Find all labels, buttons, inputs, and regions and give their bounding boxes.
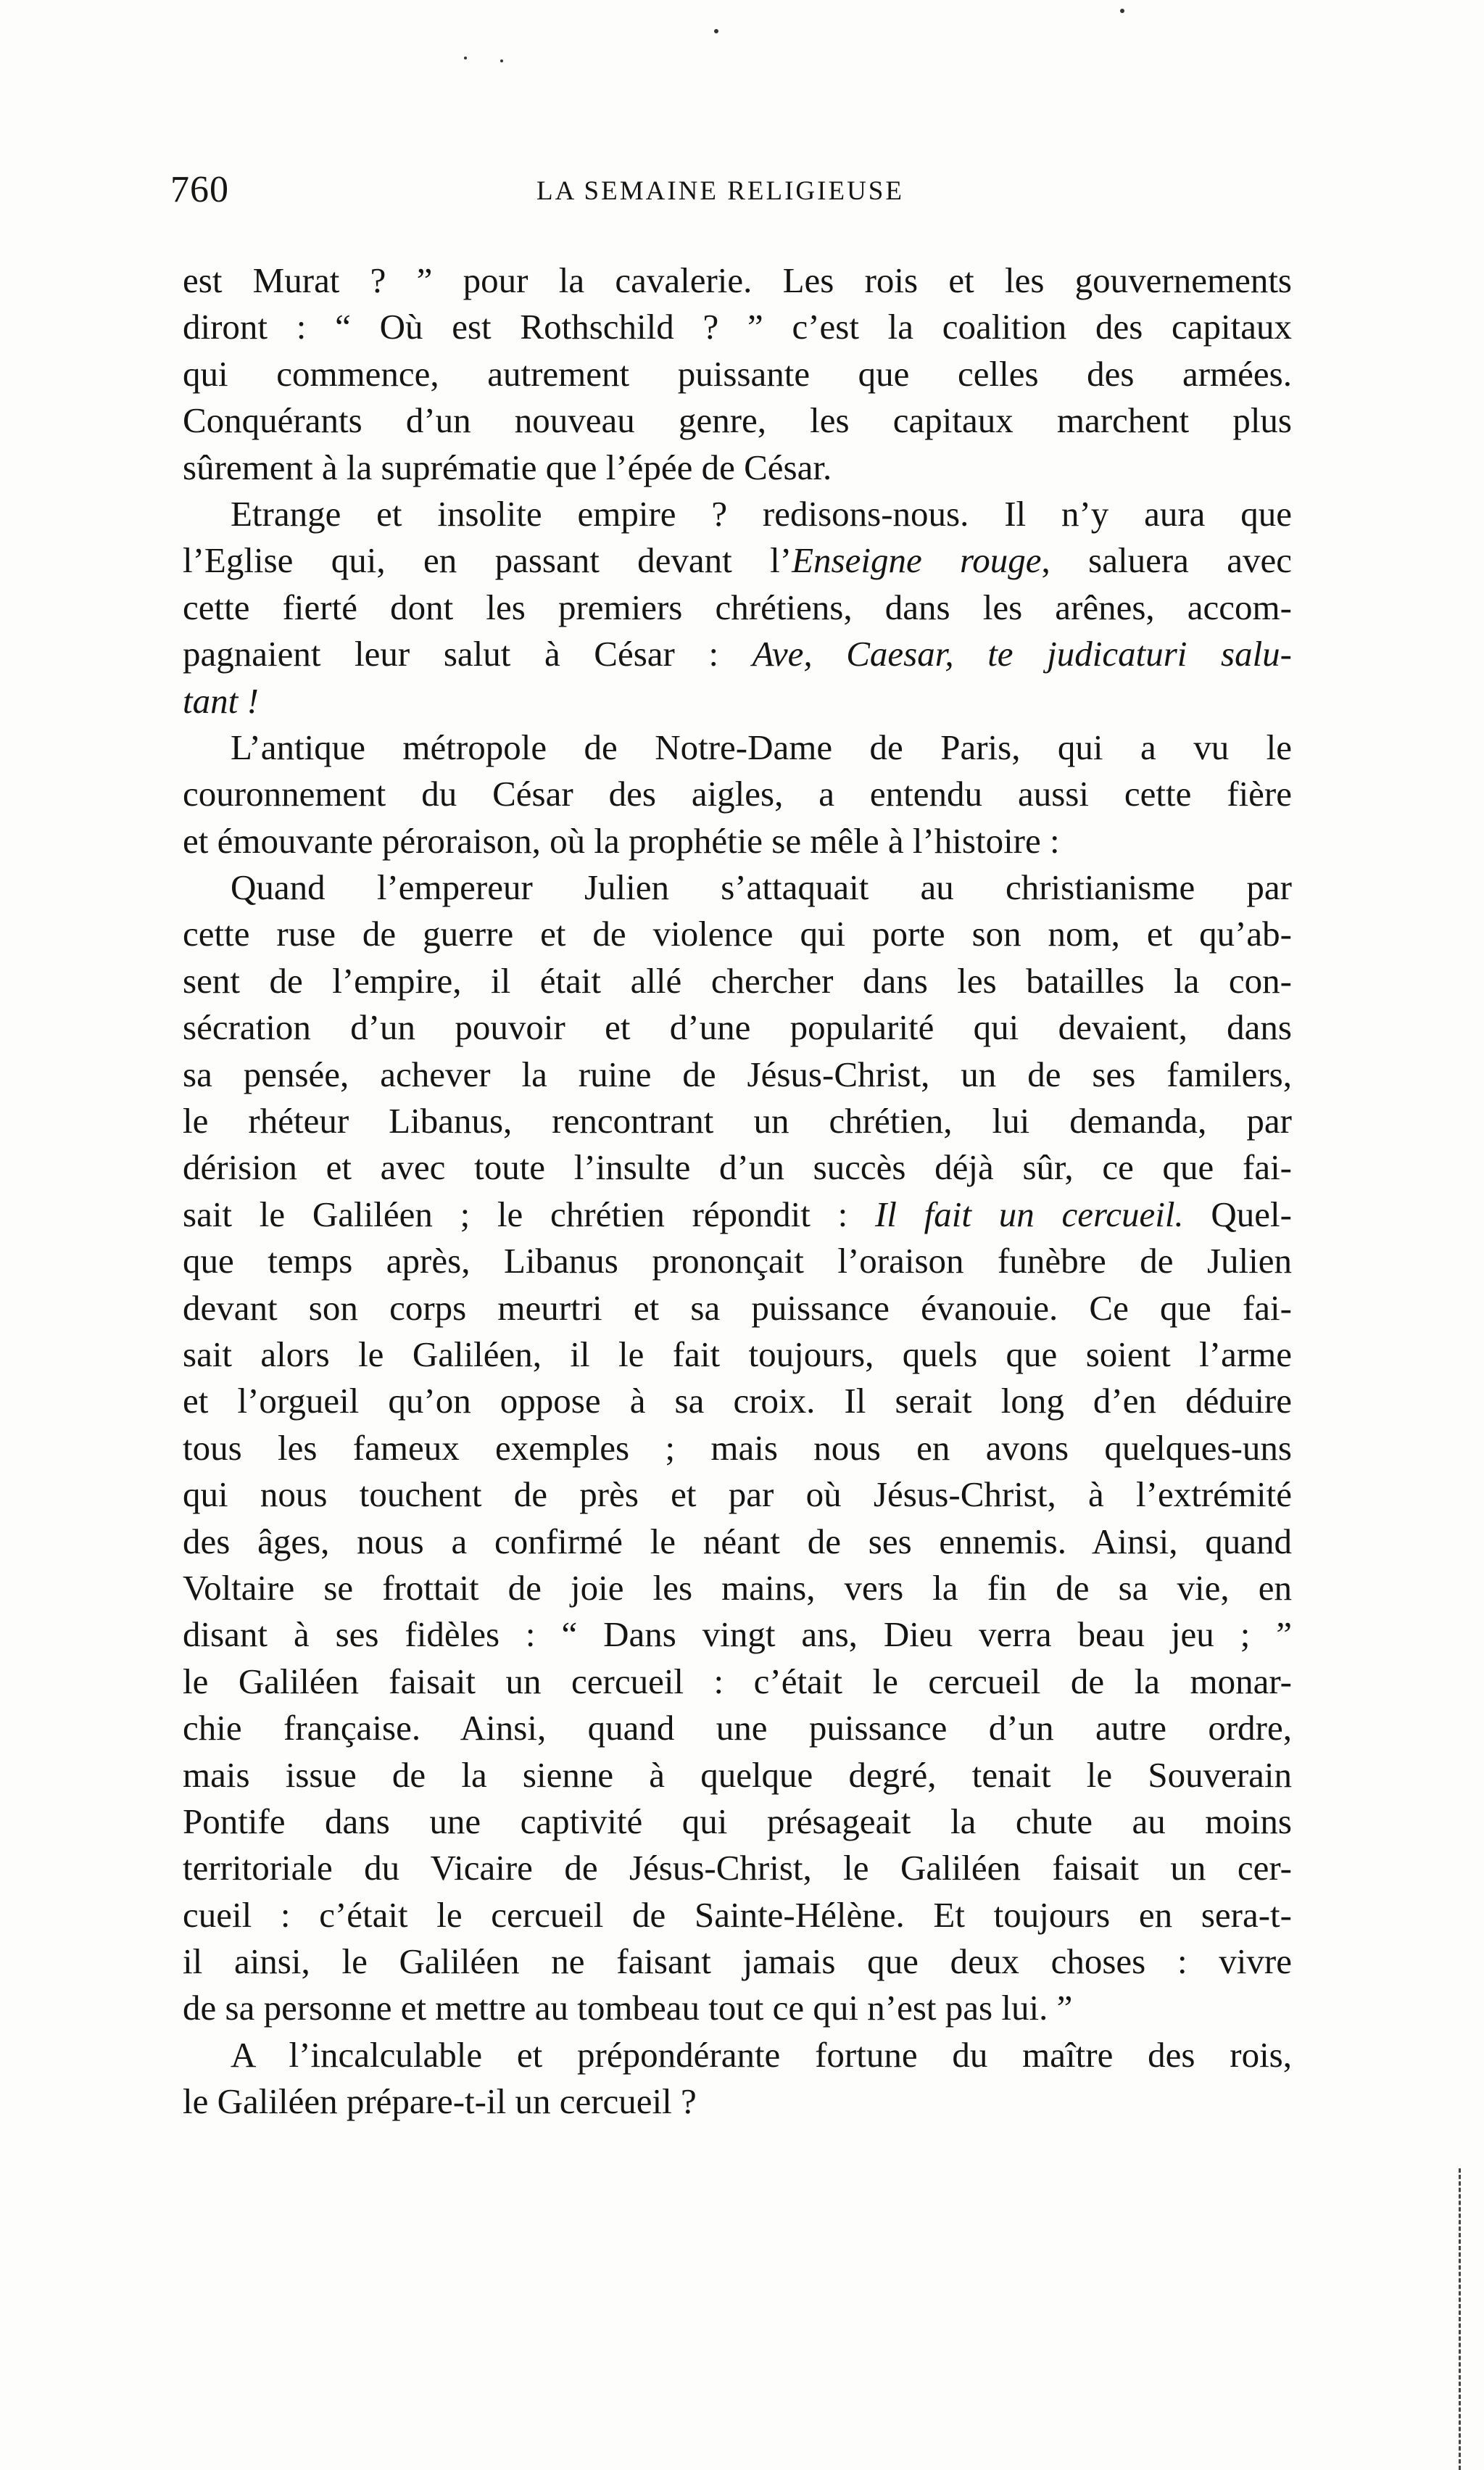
text-line: que temps après, Libanus prononçait l’oraison funèbre de Julien xyxy=(183,1241,1292,1281)
text-line: chie française. Ainsi, quand une puissance d’un autre ordre, xyxy=(183,1708,1292,1748)
text-line: et émouvante péroraison, où la prophétie se mêle à l’histoire : xyxy=(183,820,1060,861)
text-line: territoriale du Vicaire de Jésus-Christ, le Galiléen faisait un cer- xyxy=(183,1848,1292,1888)
text-line: sent de l’empire, il était allé chercher dans les batailles la con- xyxy=(183,960,1292,1001)
ink-speck xyxy=(464,57,467,59)
article-body xyxy=(183,257,1292,2126)
text-line: A l’incalculable et prépondérante fortune du maître des rois, xyxy=(231,2034,1292,2075)
text-line: le rhéteur Libanus, rencontrant un chrétien, lui demanda, par xyxy=(183,1101,1292,1141)
text-line: est Murat ? ” pour la cavalerie. Les rois et les gouvernements xyxy=(183,260,1292,300)
text-line: pagnaient leur salut à César : Ave, Caesar, te judicaturi salu- xyxy=(183,634,1292,674)
text-line: L’antique métropole de Notre-Dame de Paris, qui a vu le xyxy=(231,727,1292,767)
text-line: qui commence, autrement puissante que celles des armées. xyxy=(183,353,1292,394)
scan-edge-rule xyxy=(1459,2168,1461,2470)
text-line: Conquérants d’un nouveau genre, les capitaux marchent plus xyxy=(183,400,1292,441)
text-line: qui nous touchent de près et par où Jésus-Christ, à l’extrémité xyxy=(183,1474,1292,1515)
text-line: sûrement à la suprématie que l’épée de César. xyxy=(183,447,832,487)
ink-speck xyxy=(714,29,718,33)
text-line: Voltaire se frottait de joie les mains, vers la fin de sa vie, en xyxy=(183,1567,1292,1608)
page-number: 760 xyxy=(170,169,229,210)
text-line: Etrange et insolite empire ? redisons-nous. Il n’y aura que xyxy=(231,493,1292,534)
text-line: et l’orgueil qu’on oppose à sa croix. Il serait long d’en déduire xyxy=(183,1381,1292,1421)
italic-text: Ave, Caesar, te judicaturi salu- xyxy=(752,634,1292,674)
text-line: cette ruse de guerre et de violence qui porte son nom, et qu’ab- xyxy=(183,914,1292,954)
text-line: couronnement du César des aigles, a entendu aussi cette fière xyxy=(183,774,1292,814)
text-line: de sa personne et mettre au tombeau tout ce qui n’est pas lui. ” xyxy=(183,1988,1073,2028)
ink-speck xyxy=(500,59,503,62)
text-line: sait alors le Galiléen, il le fait toujours, quels que soient l’arme xyxy=(183,1334,1292,1374)
text-line: le Galiléen faisait un cercueil : c’était le cercueil de la monar- xyxy=(183,1661,1292,1701)
text-line: cueil : c’était le cercueil de Sainte-Hélène. Et toujours en sera-t- xyxy=(183,1894,1292,1935)
text-line: mais issue de la sienne à quelque degré, tenait le Souverain xyxy=(183,1754,1292,1795)
italic-text: Il fait un cercueil. xyxy=(874,1194,1184,1234)
text-line: sait le Galiléen ; le chrétien répondit : Il fait un cercueil. Quel- xyxy=(183,1194,1292,1234)
text-line: le Galiléen prépare-t-il un cercueil ? xyxy=(183,2081,697,2122)
text-line: il ainsi, le Galiléen ne faisant jamais que deux choses : vivre xyxy=(183,1941,1292,1982)
text-line: tant ! xyxy=(183,680,259,721)
page-header xyxy=(170,168,1298,219)
text-line: Quand l’empereur Julien s’attaquait au christianisme par xyxy=(231,867,1292,908)
text-line: l’Eglise qui, en passant devant l’Enseigne rouge, saluera avec xyxy=(183,540,1292,581)
ink-speck xyxy=(1120,9,1124,13)
text-line: Pontife dans une captivité qui présageait la chute au moins xyxy=(183,1801,1292,1841)
running-title: LA SEMAINE RELIGIEUSE xyxy=(536,176,904,206)
text-line: des âges, nous a confirmé le néant de ses ennemis. Ainsi, quand xyxy=(183,1521,1292,1561)
text-line: disant à ses fidèles : “ Dans vingt ans, Dieu verra beau jeu ; ” xyxy=(183,1614,1292,1655)
text-line: sécration d’un pouvoir et d’une popularité qui devaient, dans xyxy=(183,1007,1292,1048)
text-line: tous les fameux exemples ; mais nous en avons quelques-uns xyxy=(183,1427,1292,1468)
text-line: diront : “ Où est Rothschild ? ” c’est la coalition des capitaux xyxy=(183,307,1292,347)
italic-text: Enseigne rouge xyxy=(792,540,1042,581)
text-line: dérision et avec toute l’insulte d’un succès déjà sûr, ce que fai- xyxy=(183,1147,1292,1188)
text-line: devant son corps meurtri et sa puissance évanouie. Ce que fai- xyxy=(183,1287,1292,1328)
text-line: cette fierté dont les premiers chrétiens, dans les arênes, accom- xyxy=(183,587,1292,627)
text-line: sa pensée, achever la ruine de Jésus-Christ, un de ses familers, xyxy=(183,1054,1292,1094)
